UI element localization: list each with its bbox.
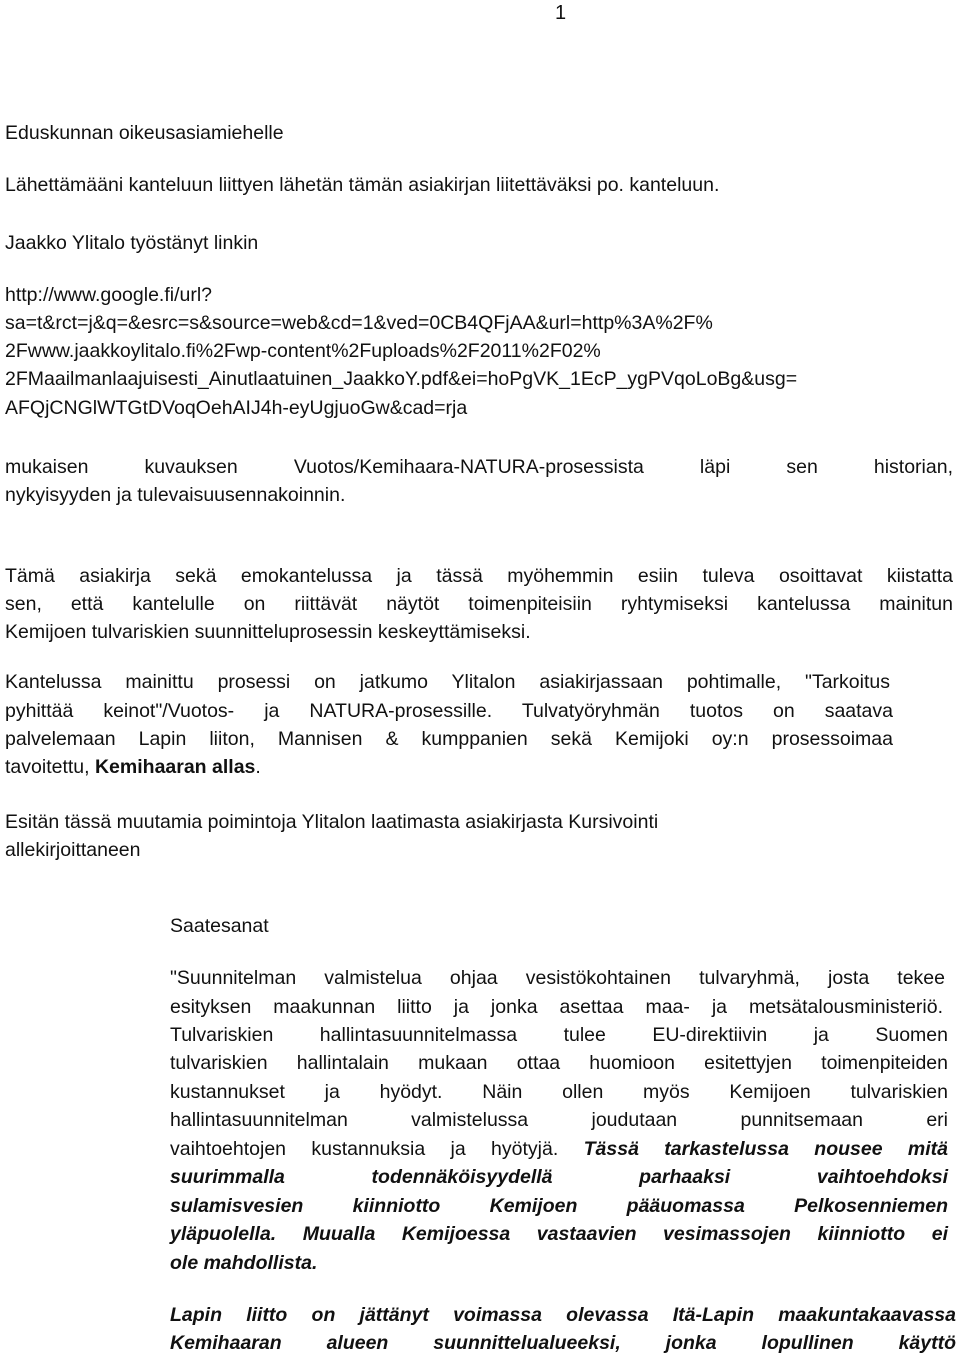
url-line[interactable]: AFQjCNGlWTGtDVoqOehAIJ4h-eyUgjuoGw&cad=rja bbox=[5, 397, 468, 419]
claim-line: Tämä asiakirja sekä emokantelussa ja tässä myöhemmin esiin tuleva osoittavat kiistatta bbox=[5, 565, 953, 587]
quote-line: esityksen maakunnan liitto ja jonka asettaa maa- ja metsätalousministeriö. bbox=[170, 996, 943, 1018]
final-line: Kemihaaran alueen suunnittelualueeksi, jonka lopullinen käyttö bbox=[170, 1332, 956, 1354]
quote-line: "Suunnitelman valmistelua ohjaa vesistökohtainen tulvaryhmä, josta tekee bbox=[170, 967, 945, 989]
url-line[interactable]: 2FMaailmanlaajuisesti_Ainutlaatuinen_JaakkoY.pdf&ei=hoPgVK_1EcP_ygPVqoLoBg&usg= bbox=[5, 368, 798, 390]
quote-line: Tulvariskien hallintasuunnitelmassa tulee EU-direktiivin ja Suomen bbox=[170, 1024, 948, 1046]
page-number: 1 bbox=[555, 2, 567, 24]
emphasis-line: suurimmalla todennäköisyydellä parhaaksi vaihtoehdoksi bbox=[170, 1166, 948, 1188]
claim-line: Kemijoen tulvariskien suunnitteluprosessin keskeyttämiseksi. bbox=[5, 621, 531, 643]
excerpts-intro-line: allekirjoittaneen bbox=[5, 839, 141, 861]
emphasis-text: Tässä tarkastelussa nousee mitä bbox=[583, 1138, 948, 1160]
intro-line: Lähettämääni kanteluun liittyen lähetän tämän asiakirjan liitettäväksi po. kanteluun. bbox=[5, 174, 720, 196]
quote-heading: Saatesanat bbox=[170, 915, 269, 937]
process-line: palvelemaan Lapin liiton, Mannisen & kumppanien sekä Kemijoki oy:n prosessoimaa bbox=[5, 728, 893, 750]
process-line: pyhittää keinot"/Vuotos- ja NATURA-prosessille. Tulvatyöryhmän tuotos on saatava bbox=[5, 700, 893, 722]
url-line[interactable]: 2Fwww.jaakkoylitalo.fi%2Fwp-content%2Fuploads%2F2011%2F02% bbox=[5, 340, 601, 362]
quote-line bbox=[170, 1140, 948, 1160]
process-line bbox=[5, 758, 261, 778]
process-line-text: tavoitettu, bbox=[5, 756, 95, 778]
recipient-line: Eduskunnan oikeusasiamiehelle bbox=[5, 122, 284, 144]
description-line: nykyisyyden ja tulevaisuusennakoinnin. bbox=[5, 484, 346, 506]
quote-line: kustannukset ja hyödyt. Näin ollen myös Kemijoen tulvariskien bbox=[170, 1081, 948, 1103]
final-line: Lapin liitto on jättänyt voimassa olevassa Itä-Lapin maakuntakaavassa bbox=[170, 1304, 956, 1326]
url-line[interactable]: http://www.google.fi/url? bbox=[5, 284, 213, 306]
process-line-text: . bbox=[255, 756, 261, 778]
emphasis-line: yläpuolella. Muualla Kemijoessa vastaavien vesimassojen kiinniotto ei bbox=[170, 1223, 948, 1245]
url-line[interactable]: sa=t&rct=j&q=&esrc=s&source=web&cd=1&ved=0CB4QFjAA&url=http%3A%2F% bbox=[5, 312, 713, 334]
emphasis-line: sulamisvesien kiinniotto Kemijoen pääuomassa Pelkosenniemen bbox=[170, 1195, 948, 1217]
emphasis-line: ole mahdollista. bbox=[170, 1252, 318, 1274]
quote-line: tulvariskien hallintalain mukaan ottaa huomioon esitettyjen toimenpiteiden bbox=[170, 1052, 948, 1074]
description-line: mukaisen kuvauksen Vuotos/Kemihaara-NATURA-prosessista läpi sen historian, bbox=[5, 456, 953, 478]
kemihaara-allas-bold: Kemihaaran allas bbox=[94, 756, 256, 778]
quote-line-text: vaihtoehtojen kustannuksia ja hyötyjä. bbox=[170, 1138, 584, 1160]
excerpts-intro-line: Esitän tässä muutamia poimintoja Ylitalon laatimasta asiakirjasta Kursivointi bbox=[5, 811, 659, 833]
quote-line: hallintasuunnitelman valmistelussa joudutaan punnitsemaan eri bbox=[170, 1109, 948, 1131]
claim-line: sen, että kantelulle on riittävät näytöt toimenpiteisiin ryhtymiseksi kantelussa mainitun bbox=[5, 593, 953, 615]
process-line: Kantelussa mainittu prosessi on jatkumo Ylitalon asiakirjassaan pohtimalle, "Tarkoitus bbox=[5, 671, 890, 693]
link-intro-line: Jaakko Ylitalo työstänyt linkin bbox=[5, 232, 259, 254]
